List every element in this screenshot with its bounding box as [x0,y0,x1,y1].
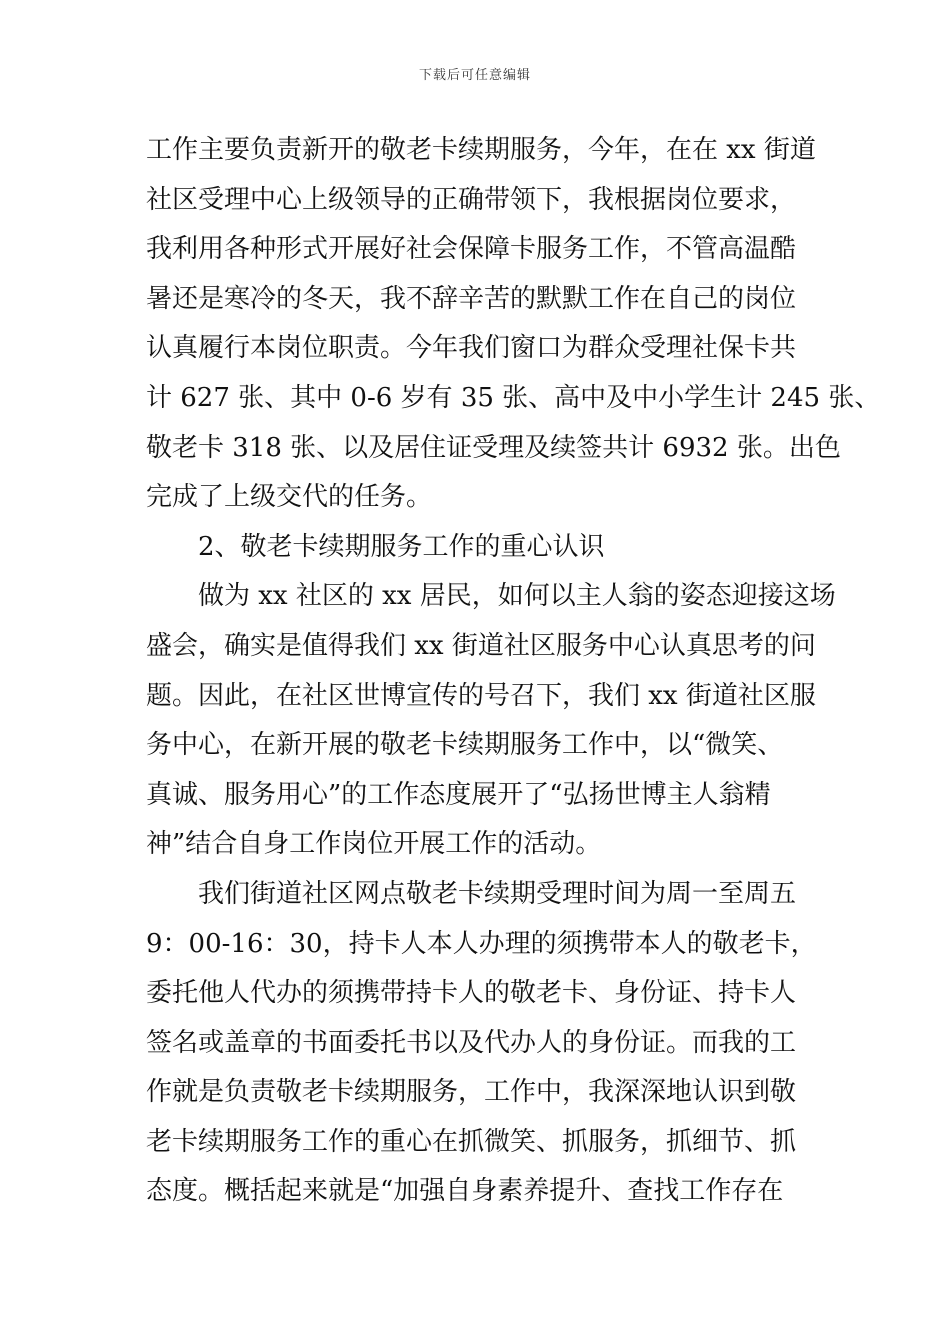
text-line: 社区受理中心上级领导的正确带领下，我根据岗位要求， [146,184,797,215]
text-line: 认真履行本岗位职责。今年我们窗口为群众受理社保卡共 [146,333,797,364]
text-line: 盛会，确实是值得我们 xx 街道社区服务中心认真思考的问 [146,630,816,661]
text-line: 我们街道社区网点敬老卡续期受理时间为周一至周五 [198,878,797,909]
text-line: 真诚、服务用心”的工作态度展开了“弘扬世博主人翁精 [146,779,771,810]
text-line: 9：00-16：30，持卡人本人办理的须携带本人的敬老卡， [146,928,817,959]
text-line: 作就是负责敬老卡续期服务，工作中，我深深地认识到敬 [146,1077,797,1108]
text-line: 委托他人代办的须携带持卡人的敬老卡、身份证、持卡人 [146,978,797,1009]
text-line: 做为 xx 社区的 xx 居民，如何以主人翁的姿态迎接这场 [198,581,836,612]
document-body [146,126,881,1217]
text-line: 工作主要负责新开的敬老卡续期服务，今年，在在 xx 街道 [146,135,816,165]
text-line: 我利用各种形式开展好社会保障卡服务工作，不管高温酷 [146,234,797,265]
page-header: 下载后可任意编辑 [418,68,531,83]
text-line: 敬老卡 318 张、以及居住证受理及续签共计 6932 张。出色 [146,432,841,463]
text-line: 务中心，在新开展的敬老卡续期服务工作中，以“微笑、 [146,730,784,761]
text-line: 暑还是寒冷的冬天，我不辞辛苦的默默工作在自己的岗位 [146,283,797,314]
text-line: 完成了上级交代的任务。 [146,482,433,513]
text-line: 题。因此，在社区世博宣传的号召下，我们 xx 街道社区服 [146,680,816,711]
text-line: 老卡续期服务工作的重心在抓微笑、抓服务，抓细节、抓 [146,1126,797,1157]
text-line: 神”结合自身工作岗位开展工作的活动。 [146,829,602,860]
text-line: 签名或盖章的书面委托书以及代办人的身份证。而我的工 [146,1027,797,1058]
text-line: 计 627 张、其中 0-6 岁有 35 张、高中及中小学生计 245 张、 [146,382,881,413]
section-heading: 2、敬老卡续期服务工作的重心认识 [198,531,605,562]
text-line: 态度。概括起来就是“加强自身素养提升、查找工作存在 [146,1176,784,1207]
